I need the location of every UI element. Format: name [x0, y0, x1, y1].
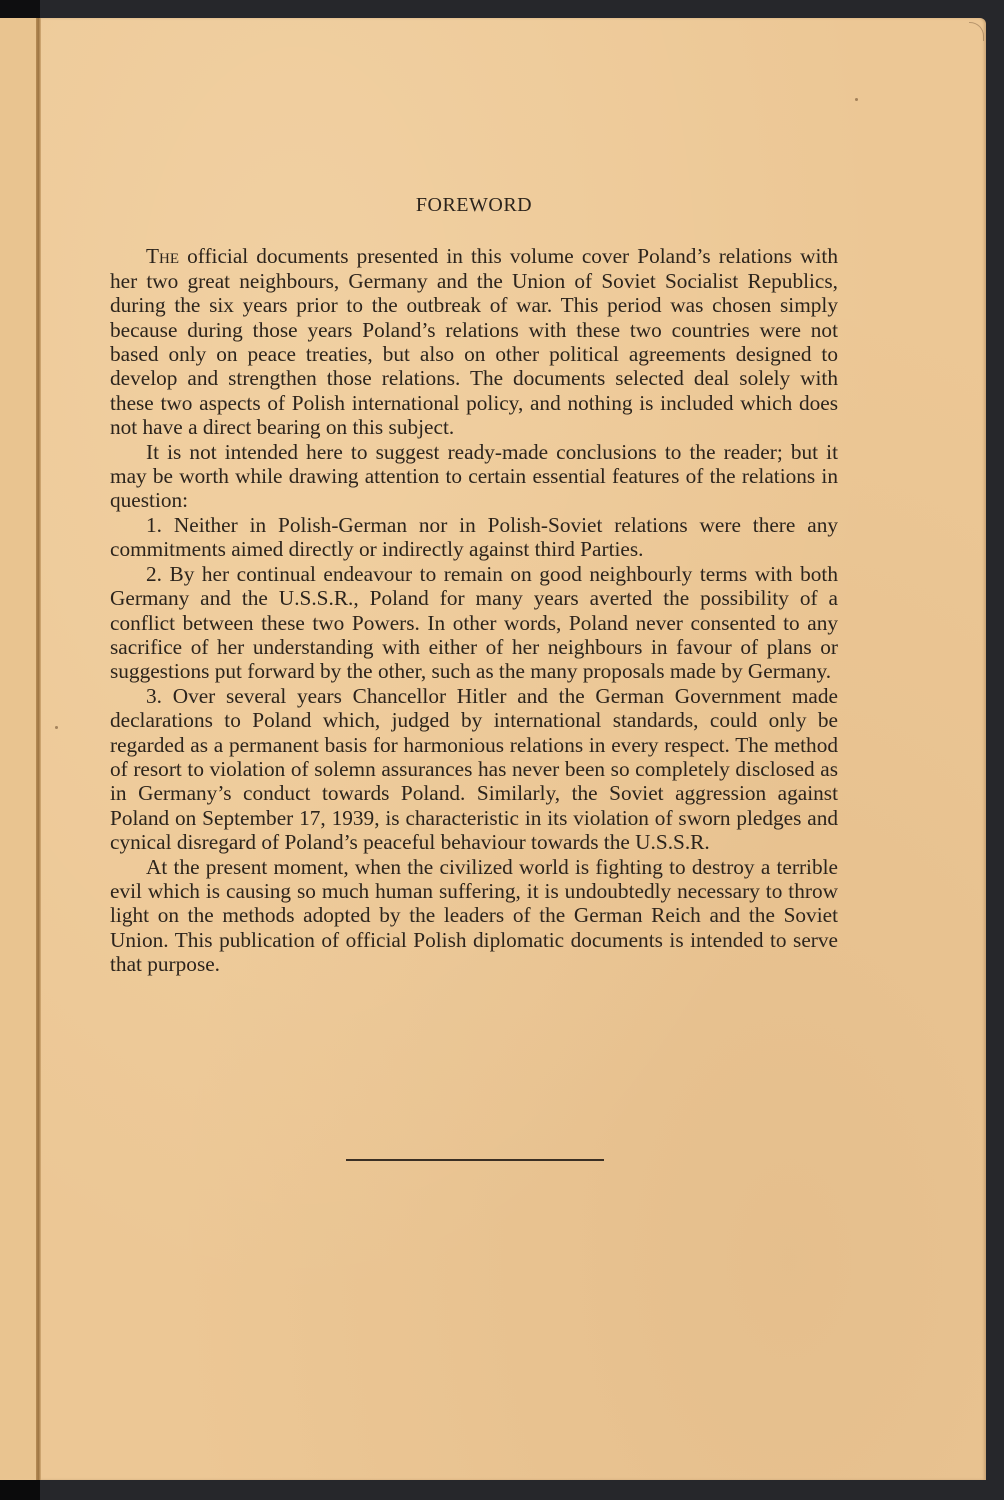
paragraph-text: official documents presented in this volume cover Poland’s relations with her two great neighbours, Germany and the Union of Soviet Socialist Republics, during the six years prior to the outbreak of war. This period was chosen simply because during those years Poland’s relations with these two countries were not based only on peace treaties, but also on other political agreements designed to develop and strengthen those relations. The documents selected deal solely with these two aspects of Polish international policy, and nothing is included which does not have a direct bearing on this subject. — [110, 244, 838, 440]
paper-page — [0, 18, 986, 1480]
lead-word: The — [146, 244, 180, 269]
page-corner-curl — [969, 22, 984, 41]
scan-border-bottom-left — [0, 1480, 40, 1500]
binding-strip — [0, 18, 37, 1480]
paragraph-point-3: 3. Over several years Chancellor Hitler and the German Government made declarations to Poland which, judged by international standards, could only be regarded as a permanent basis for harmonious relations in every respect. The method of resort to violation of solemn assurances has never been so completely disclosed as in Germany’s conduct towards Poland. Similarly, the Soviet aggression against Poland on September 17, 1939, is characteristic in its violation of sworn pledges and cynical disregard of Poland’s peaceful behaviour towards the U.S.S.R. — [110, 683, 838, 855]
paragraph-point-1: 1. Neither in Polish-German nor in Polish-Soviet relations were there any commitments aimed directly or indirectly against third Parties. — [110, 512, 838, 562]
closing-rule-divider — [346, 1159, 604, 1161]
paragraph-intro — [110, 244, 838, 439]
scan-border-top-left — [0, 0, 40, 18]
paragraph-conclusion: At the present moment, when the civilized world is fighting to destroy a terrible evil which is causing so much human suffering, it is undoubtedly necessary to throw light on the methods adopted by the leaders of the German Reich and the Soviet Union. This publication of official Polish diplomatic documents is intended to serve that purpose. — [110, 854, 838, 977]
binding-fold-line — [36, 18, 41, 1480]
paper-speck — [55, 726, 58, 729]
paragraph-point-2: 2. By her continual endeavour to remain on good neighbourly terms with both Germany and the U.S.S.R., Poland for many years averted the possibility of a conflict between these two Powers. In other words, Poland never consented to any sacrifice of her understanding with either of her neighbours in favour of plans or suggestions put forward by the other, such as the many proposals made by Germany. — [110, 561, 838, 684]
foreword-content — [110, 193, 838, 977]
page-title: FOREWORD — [415, 194, 533, 216]
paper-speck — [855, 98, 858, 101]
paragraph-purpose: It is not intended here to suggest ready-made conclusions to the reader; but it may be worth while drawing attention to certain essential features of the relations in question: — [110, 439, 838, 513]
